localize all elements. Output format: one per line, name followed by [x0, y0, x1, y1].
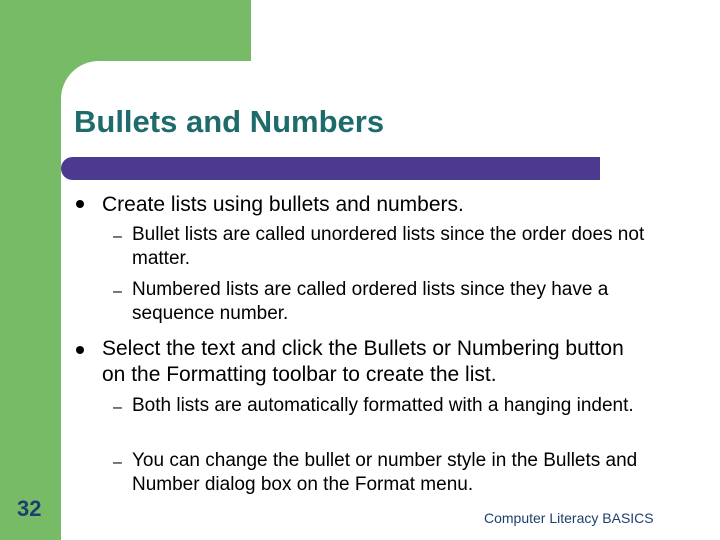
sub-bullet-marker: – [113, 228, 122, 245]
bullet-item-1: Create lists using bullets and numbers. [102, 193, 464, 216]
bullet-item-2: Select the text and click the Bullets or Numbering button on the Formatting toolbar to create the list. [102, 337, 624, 386]
sub-bullet-item-1-2: Numbered lists are called ordered lists since they have a sequence number. [132, 279, 609, 324]
sub-bullet-marker: – [113, 454, 122, 471]
sub-bullet-marker: – [113, 283, 122, 300]
slide-title: Bullets and Numbers [74, 104, 385, 139]
footer-text: Computer Literacy BASICS [484, 510, 654, 526]
sub-bullet-item-1-1: Bullet lists are called unordered lists since the order does not matter. [132, 224, 645, 269]
bullet-marker-icon [76, 346, 84, 354]
sub-bullet-item-2-1: Both lists are automatically formatted with a hanging indent. [132, 395, 634, 416]
slide-number: 32 [17, 496, 42, 521]
sub-bullet-marker: – [113, 399, 122, 416]
bullet-marker-icon [76, 200, 84, 208]
sub-bullet-item-2-2: You can change the bullet or number style in the Bullets and Number dialog box on the Format menu. [132, 450, 638, 495]
